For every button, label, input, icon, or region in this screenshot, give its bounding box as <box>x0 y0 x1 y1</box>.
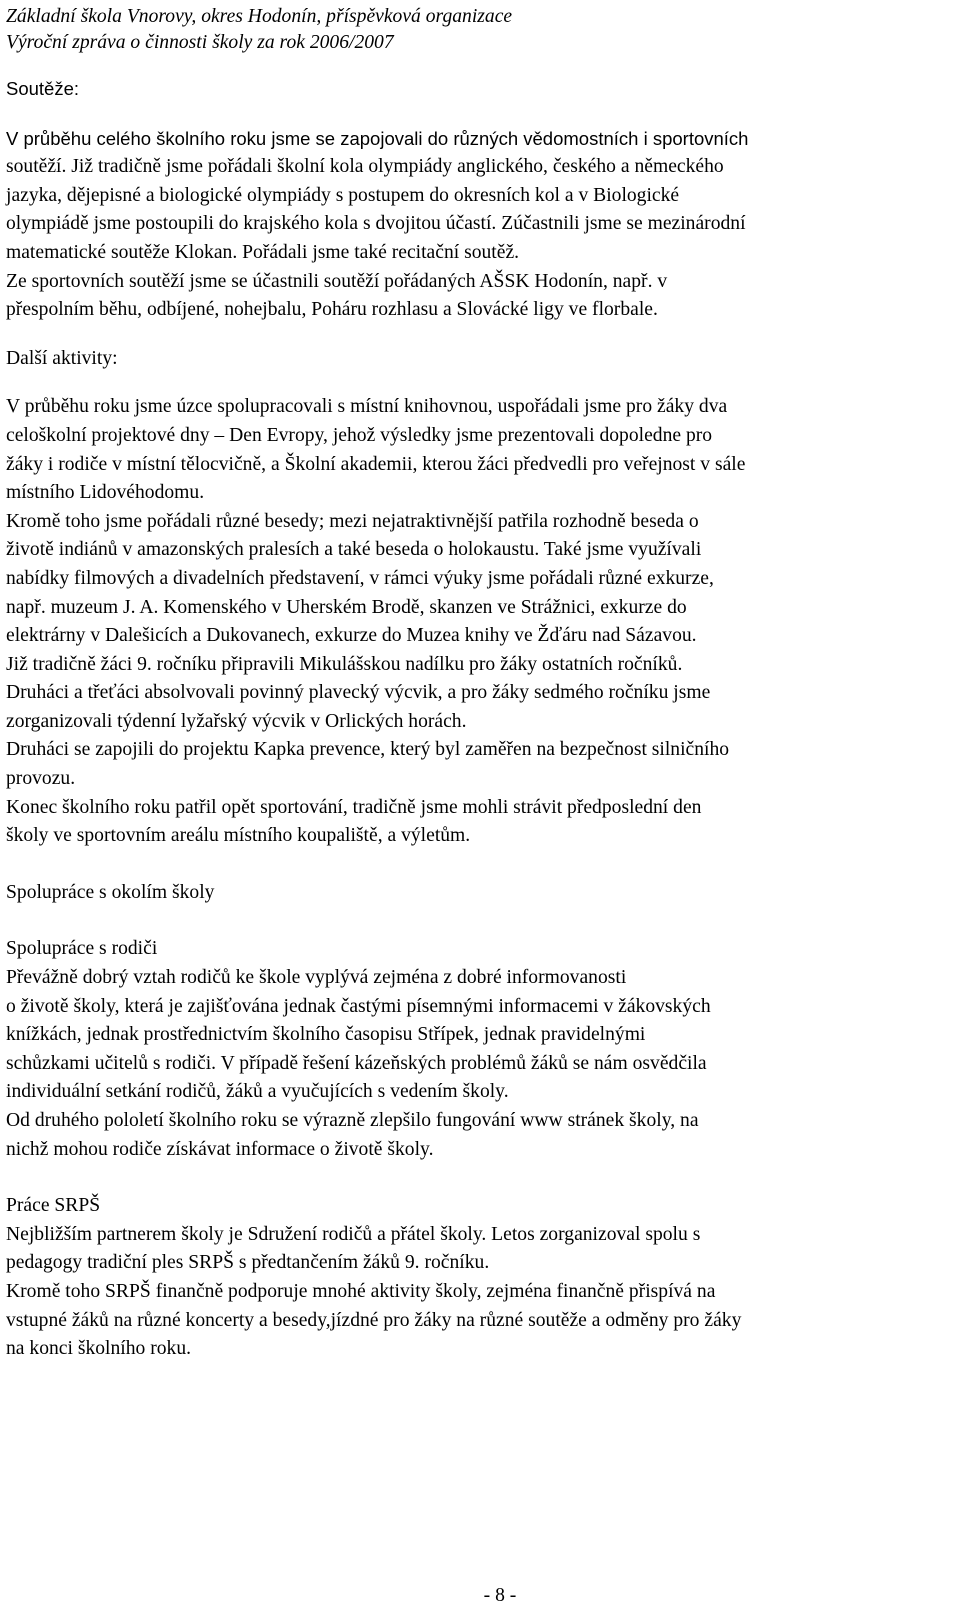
aktivity-line: provozu. <box>6 768 76 790</box>
souteze-line: olympiádě jsme postoupili do krajského kola s dvojitou účastí. Zúčastnili jsme se mezinárodní <box>6 213 746 235</box>
rodice-line: nichž mohou rodiče získávat informace o životě školy. <box>6 1138 434 1160</box>
section-title-srps: Práce SRPŠ <box>6 1195 101 1217</box>
rodice-paragraph <box>6 964 946 1164</box>
document-page <box>6 0 946 1364</box>
srps-line: na konci školního roku. <box>6 1338 192 1360</box>
rodice-line: schůzkami učitelů s rodiči. V případě řešení kázeňských problémů žáků se nám osvědčila <box>6 1052 707 1074</box>
rodice-line: Od druhého pololetí školního roku se výrazně zlepšilo fungování www stránek školy, na <box>6 1110 699 1131</box>
aktivity-line: životě indiánů v amazonských pralesích a také beseda o holokaustu. Také jsme využívali <box>6 539 702 561</box>
srps-paragraph <box>6 1221 946 1364</box>
aktivity-line: Druháci a třeťáci absolvovali povinný plavecký výcvik, a pro žáky sedmého ročníku jsme <box>6 682 711 704</box>
aktivity-line: žáky i rodiče v místní tělocvičně, a Školní akademii, kterou žáci předvedli pro veřejnost v sále <box>6 453 746 475</box>
aktivity-line: školy ve sportovním areálu místního koupaliště, a výletům. <box>6 825 471 847</box>
aktivity-line: Druháci se zapojili do projektu Kapka prevence, který byl zaměřen na bezpečnost silničního <box>6 739 730 761</box>
rodice-line: o životě školy, která je zajišťována jednak častými písemnými informacemi v žákovských <box>6 995 711 1017</box>
section-title-rodice: Spolupráce s rodiči <box>6 938 158 960</box>
section-title-aktivity: Další aktivity: <box>6 347 118 369</box>
header-report: Výroční zpráva o činnosti školy za rok 2006/2007 <box>6 32 394 53</box>
aktivity-line: nabídky filmových a divadelních představení, v rámci výuky jsme pořádali různé exkurze, <box>6 567 714 589</box>
souteze-line: soutěží. Již tradičně jsme pořádali školní kola olympiády anglického, českého a německého <box>6 156 724 178</box>
section-title-spoluprace: Spolupráce s okolím školy <box>6 881 215 903</box>
rodice-line: knížkách, jednak prostřednictvím školního časopisu Střípek, jednak pravidelnými <box>6 1024 646 1046</box>
souteze-line: přespolním běhu, odbíjené, nohejbalu, Poháru rozhlasu a Slovácké ligy ve florbale. <box>6 299 658 321</box>
aktivity-line: Již tradičně žáci 9. ročníku připravili Mikulášskou nadílku pro žáky ostatních ročníků. <box>6 653 683 675</box>
page-header <box>6 0 946 56</box>
header-school: Základní škola Vnorovy, okres Hodonín, příspěvková organizace <box>6 6 513 27</box>
souteze-paragraph <box>6 125 946 154</box>
rodice-line: Převážně dobrý vztah rodičů ke škole vyplývá zejména z dobré informovanosti <box>6 967 627 989</box>
srps-line: Nejbližším partnerem školy je Sdružení rodičů a přátel školy. Letos zorganizoval spolu s <box>6 1223 701 1245</box>
aktivity-line: Kromě toho jsme pořádali různé besedy; mezi nejatraktivnější patřila rozhodně beseda o <box>6 510 699 532</box>
page-number: - 8 - <box>483 1585 517 1606</box>
souteze-line: matematické soutěže Klokan. Pořádali jsme také recitační soutěž. <box>6 241 520 263</box>
rodice-line: individuální setkání rodičů, žáků a vyučujících s vedením školy. <box>6 1081 509 1103</box>
aktivity-line: zorganizovali týdenní lyžařský výcvik v Orlických horách. <box>6 710 467 732</box>
aktivity-line: V průběhu roku jsme úzce spolupracovali s místní knihovnou, uspořádali jsme pro žáky dva <box>6 396 728 418</box>
souteze-line: jazyka, dějepisné a biologické olympiády s postupem do okresních kol a v Biologické <box>6 184 680 206</box>
aktivity-line: např. muzeum J. A. Komenského v Uherském Brodě, skanzen ve Strážnici, exkurze do <box>6 596 687 618</box>
souteze-line: V průběhu celého školního roku jsme se zapojovali do různých vědomostních i sportovních <box>6 127 749 149</box>
souteze-paragraph-cont <box>6 153 946 325</box>
srps-line: pedagogy tradiční ples SRPŠ s předtančením žáků 9. ročníku. <box>6 1252 490 1274</box>
aktivity-paragraph <box>6 393 946 851</box>
aktivity-line: elektrárny v Dalešicích a Dukovanech, exkurze do Muzea knihy ve Žďáru nad Sázavou. <box>6 625 697 647</box>
srps-line: vstupné žáků na různé koncerty a besedy,jízdné pro žáky na různé soutěže a odměny pro žáky <box>6 1309 742 1331</box>
aktivity-line: Konec školního roku patřil opět sportování, tradičně jsme mohli strávit předposlední den <box>6 796 702 818</box>
srps-line: Kromě toho SRPŠ finančně podporuje mnohé aktivity školy, zejména finančně přispívá na <box>6 1280 716 1302</box>
souteze-line: Ze sportovních soutěží jsme se účastnili soutěží pořádaných AŠSK Hodonín, např. v <box>6 270 668 292</box>
aktivity-line: místního Lidovéhodomu. <box>6 482 205 504</box>
aktivity-line: celoškolní projektové dny – Den Evropy, jehož výsledky jsme prezentovali dopoledne pro <box>6 424 713 446</box>
section-title-souteze: Soutěže: <box>6 78 80 99</box>
